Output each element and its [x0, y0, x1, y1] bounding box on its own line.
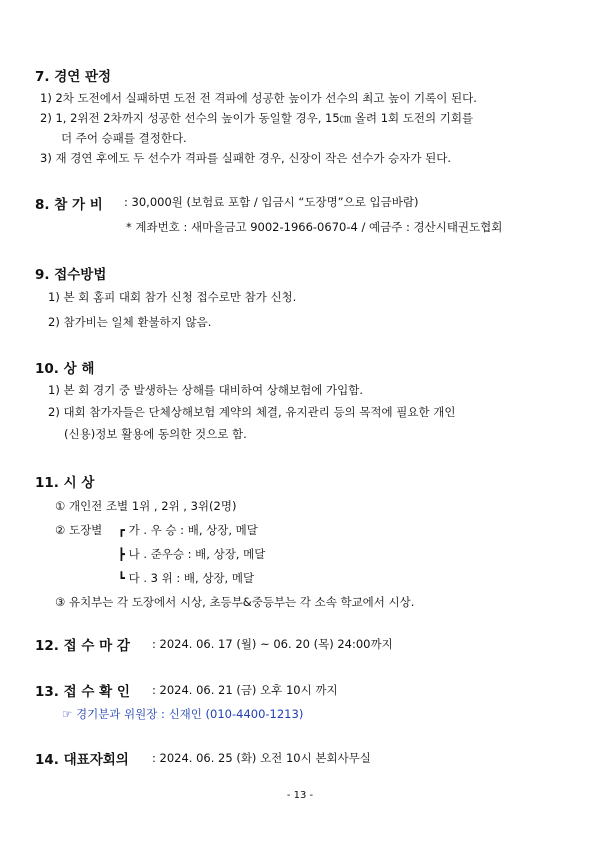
section-7-item-2: 2) 1, 2위전 2차까지 성공한 선수의 높이가 동일할 경우, 15㎝ 올려 1회 도전의 기회를 [40, 111, 474, 125]
section-11-item-3: ③ 유치부는 각 도장에서 시상, 초등부&중등부는 각 소속 학교에서 시상. [55, 595, 415, 609]
entry-fee-value: : 30,000원 (보험료 포함 / 입금시 “도장명”으로 입금바람) [124, 195, 419, 209]
section-11-heading: 11. 시 상 [35, 475, 95, 491]
section-10-heading: 10. 상 해 [35, 361, 95, 377]
award-first-place: ┏ 가 . 우 승 : 배, 상장, 메달 [118, 523, 258, 537]
section-11-item-1: ① 개인전 조별 1위 , 2위 , 3위(2명) [55, 499, 237, 513]
section-7-item-2-cont: 더 주어 승패를 결정한다. [61, 131, 187, 145]
section-7-item-1: 1) 2차 도전에서 실패하면 도전 전 격파에 성공한 높이가 선수의 최고 높이 기록이 된다. [40, 91, 477, 105]
section-9-item-1: 1) 본 회 홈피 대회 참가 신청 접수로만 참가 신청. [48, 290, 297, 304]
section-7-item-3: 3) 재 경연 후에도 두 선수가 격파를 실패한 경우, 신장이 작은 선수가 승자가 된다. [40, 151, 452, 165]
registration-deadline: : 2024. 06. 17 (월) ~ 06. 20 (목) 24:00까지 [152, 637, 393, 651]
section-10-item-1: 1) 본 회 경기 중 발생하는 상해를 대비하여 상해보험에 가입함. [48, 383, 363, 397]
section-8-heading: 8. 참 가 비 [35, 197, 103, 213]
registration-confirmation: : 2024. 06. 21 (금) 오후 10시 까지 [152, 683, 338, 697]
representatives-meeting: : 2024. 06. 25 (화) 오전 10시 본회사무실 [152, 751, 371, 765]
bank-account-note: * 계좌번호 : 새마을금고 9002-1966-0670-4 / 예금주 : 경산시태권도협회 [126, 220, 503, 234]
section-12-heading: 12. 접 수 마 감 [35, 638, 130, 654]
award-second-place: ┣ 나 . 준우승 : 배, 상장, 메달 [118, 547, 266, 561]
section-7-heading: 7. 경연 판정 [35, 69, 112, 85]
contact-info: ☞ 경기분과 위원장 : 신재인 (010-4400-1213) [62, 707, 304, 721]
section-14-heading: 14. 대표자회의 [35, 752, 129, 768]
award-third-place: ┗ 다 . 3 위 : 배, 상장, 메달 [118, 571, 255, 585]
section-10-item-2-cont: (신용)정보 활용에 동의한 것으로 함. [64, 427, 247, 441]
section-10-item-2: 2) 대회 참가자들은 단체상해보험 계약의 체결, 유지관리 등의 목적에 필요한 개인 [48, 405, 456, 419]
section-13-heading: 13. 접 수 확 인 [35, 684, 130, 700]
page-number: - 13 - [286, 790, 314, 801]
section-9-item-2: 2) 참가비는 일체 환불하지 않음. [48, 315, 212, 329]
section-11-item-2-label: ② 도장별 [55, 523, 103, 537]
section-9-heading: 9. 접수방법 [35, 267, 107, 283]
